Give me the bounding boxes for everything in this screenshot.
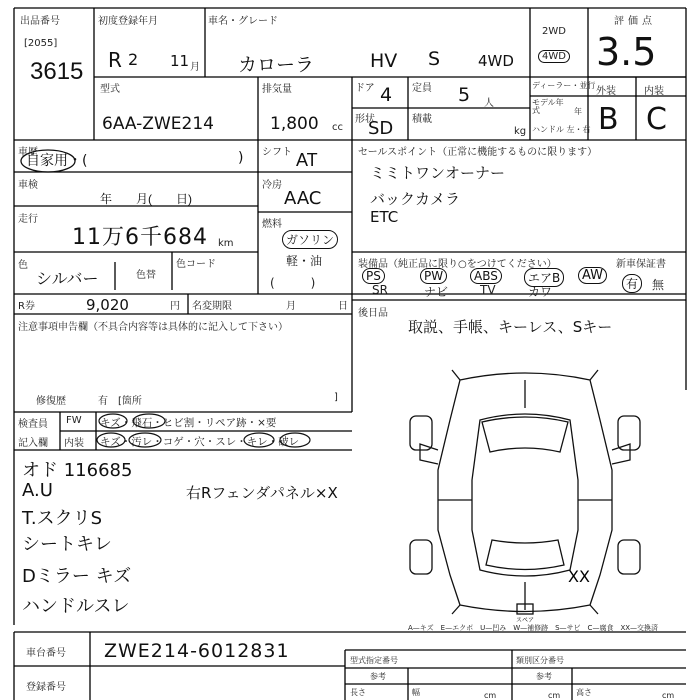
capacity-unit: 人 bbox=[484, 98, 494, 109]
mileage-label: 走行 bbox=[18, 214, 38, 225]
model-label: 型式 bbox=[100, 84, 120, 95]
grade-4wd: 4WD bbox=[478, 52, 514, 70]
sales-points-label: セールスポイント（正常に機能するものに限ります） bbox=[358, 147, 598, 158]
reference-label: 参考 bbox=[370, 672, 386, 681]
score-value: 3.5 bbox=[596, 30, 657, 74]
interior-record-label: 内装 bbox=[64, 438, 84, 449]
remark-line: ハンドルスレ bbox=[22, 596, 130, 617]
car-diagram bbox=[400, 360, 650, 624]
drive-4wd-circled: 4WD bbox=[538, 50, 570, 63]
damage-legend: A—キズ E—エクボ U—凹み W—補修跡 S—サビ C—腐食 XX—交換済 bbox=[408, 624, 659, 632]
mileage-value: 11万6千684 bbox=[72, 225, 208, 250]
equip-pw: PW bbox=[420, 268, 447, 284]
width-label: 幅 bbox=[412, 688, 420, 697]
reg-number-label: 登録番号 bbox=[26, 682, 66, 693]
fuel-light-oil: 軽・油 bbox=[286, 254, 323, 268]
spare-label: スペア bbox=[516, 617, 535, 624]
equip-leather: カワ bbox=[528, 285, 553, 299]
fuel-label: 燃料 bbox=[262, 219, 282, 230]
fw-label: FW bbox=[66, 415, 82, 426]
equip-aw-wrap bbox=[578, 267, 607, 284]
fuel-value-circled: ガソリン bbox=[282, 230, 338, 249]
capacity-value: 5 bbox=[458, 84, 471, 106]
remark-line: Dミラー キズ bbox=[22, 566, 132, 587]
cm-unit: cm bbox=[662, 691, 675, 700]
equip-ps: PS bbox=[362, 268, 385, 284]
remark-line: シートキレ bbox=[22, 534, 112, 555]
warranty-yes-wrap bbox=[622, 274, 642, 293]
warranty-yes: 有 bbox=[622, 274, 642, 293]
fuel-paren: ( ) bbox=[270, 276, 316, 290]
yen-unit: 円 bbox=[170, 301, 180, 312]
category-label: 類別区分番号 bbox=[516, 656, 564, 665]
capacity-label: 定員 bbox=[412, 83, 432, 94]
doors-label: ドア bbox=[355, 83, 375, 94]
inspection-label: 車検 bbox=[18, 180, 38, 191]
equip-sr: SR bbox=[372, 283, 388, 297]
year-unit: 年 bbox=[574, 107, 582, 116]
warranty-label: 新車保証書 bbox=[616, 259, 666, 270]
equip-abs: ABS bbox=[470, 268, 502, 284]
load-unit: kg bbox=[514, 126, 527, 137]
interior-grade: C bbox=[646, 102, 667, 137]
color-change-label: 色替 bbox=[136, 270, 156, 281]
reference-label: 参考 bbox=[536, 672, 552, 681]
repair-label: 修復歴 bbox=[36, 396, 66, 407]
day-label: 日 bbox=[338, 301, 348, 312]
car-name-label: 車名・グレード bbox=[208, 16, 278, 27]
rear-items-label: 後日品 bbox=[358, 308, 388, 319]
history-circle bbox=[20, 148, 80, 178]
equip-aw: AW bbox=[578, 267, 607, 284]
equip-abs-wrap bbox=[470, 268, 502, 284]
inspection-value: 年 月( 日) bbox=[100, 192, 192, 206]
shift-value: AT bbox=[296, 150, 318, 170]
notes-label: 注意事項申告欄（不具合内容等は具体的に記入して下さい） bbox=[18, 322, 288, 333]
drive-2wd: 2WD bbox=[542, 26, 566, 37]
equip-airbag: エアB bbox=[524, 268, 564, 287]
recycle-value: 9,020 bbox=[86, 296, 129, 314]
rear-items-value: 取説、手帳、キーレス、Sキー bbox=[408, 318, 613, 336]
lot-number: 3615 bbox=[30, 58, 84, 85]
fw-items: キズ・飛石・ヒビ割・リペア跡・×要 bbox=[100, 417, 277, 429]
history-value: 自家用・( bbox=[26, 153, 88, 169]
chassis-value: ZWE214-6012831 bbox=[104, 640, 290, 662]
model-year-label: モデル年式 bbox=[532, 98, 564, 115]
equipment-label: 装備品（純正品に限り○をつけてください） bbox=[358, 259, 557, 270]
equip-pw-wrap bbox=[420, 268, 447, 284]
diagram-xx: XX bbox=[568, 567, 590, 586]
history-label: 車歴 bbox=[18, 147, 38, 158]
score-label: 評価点 bbox=[614, 16, 656, 27]
chassis-label: 車台番号 bbox=[26, 648, 66, 659]
inspector-label: 検査員 bbox=[18, 419, 48, 430]
shape-value: SD bbox=[368, 118, 394, 139]
shape-label: 形状 bbox=[355, 114, 375, 125]
mileage-unit: km bbox=[218, 238, 234, 249]
name-change-label: 名変期限 bbox=[192, 301, 232, 312]
equipment-row1 bbox=[362, 268, 385, 284]
cm-unit: cm bbox=[484, 691, 497, 700]
interior-label: 内装 bbox=[644, 86, 664, 97]
first-reg-label: 初度登録年月 bbox=[98, 16, 158, 27]
cm-unit: cm bbox=[548, 691, 561, 700]
color-code-label: 色コード bbox=[176, 259, 216, 270]
length-label: 長さ bbox=[350, 688, 366, 697]
shift-label: シフト bbox=[262, 147, 292, 158]
history-close: ) bbox=[238, 150, 244, 166]
inspector-circles bbox=[96, 412, 352, 450]
displacement-value: 1,800 bbox=[270, 114, 319, 134]
lot-code: [2055] bbox=[24, 38, 58, 49]
color-value: シルバー bbox=[36, 269, 99, 288]
lot-label: 出品番号 bbox=[20, 16, 60, 27]
model-value: 6AA-ZWE214 bbox=[102, 114, 214, 134]
remark-right: 右Rフェンダパネル×X bbox=[186, 484, 338, 502]
displacement-unit: cc bbox=[332, 122, 343, 133]
interior-items: キズ・汚レ・コゲ・穴・スレ・キレ・破レ bbox=[100, 436, 300, 448]
first-reg-era: R bbox=[108, 48, 122, 72]
ac-label: 冷房 bbox=[262, 180, 282, 191]
recycle-label: R券 bbox=[18, 301, 35, 312]
height-label: 高さ bbox=[576, 688, 592, 697]
handle-label: ハンドル 左・右 bbox=[532, 125, 591, 134]
sales-point-item: ETC bbox=[370, 208, 399, 226]
ac-value: AAC bbox=[284, 188, 322, 209]
remark-line: A.U bbox=[22, 480, 53, 501]
displacement-label: 排気量 bbox=[262, 84, 292, 95]
record-label: 記入欄 bbox=[18, 438, 48, 449]
type-designation-label: 型式指定番号 bbox=[350, 656, 398, 665]
remark-line: T.スクリS bbox=[22, 508, 103, 529]
equip-navi: ナビ bbox=[424, 285, 449, 299]
first-reg-year: 2 bbox=[128, 50, 139, 69]
load-label: 積載 bbox=[412, 114, 432, 125]
color-label: 色 bbox=[18, 260, 28, 271]
sales-point-item: バックカメラ bbox=[370, 190, 461, 208]
doors-value: 4 bbox=[380, 84, 393, 106]
car-name: カローラ bbox=[238, 54, 315, 76]
month-label: 月 bbox=[286, 301, 296, 312]
grade-s: S bbox=[428, 48, 441, 70]
month-unit: 月 bbox=[190, 62, 200, 73]
equip-tv: TV bbox=[480, 283, 496, 297]
repair-close: ] bbox=[334, 392, 338, 403]
repair-value: 有 [箇所 bbox=[98, 396, 142, 407]
exterior-label: 外装 bbox=[596, 86, 616, 97]
dealer-label: ディーラー・並行 bbox=[532, 81, 596, 90]
warranty-no: 無 bbox=[652, 278, 665, 292]
remark-line: オド 116685 bbox=[22, 460, 133, 481]
first-reg-month: 11 bbox=[170, 52, 190, 70]
sales-point-item: ミミトワンオーナー bbox=[370, 164, 506, 182]
grade-hv: HV bbox=[370, 50, 398, 72]
exterior-grade: B bbox=[598, 102, 619, 137]
